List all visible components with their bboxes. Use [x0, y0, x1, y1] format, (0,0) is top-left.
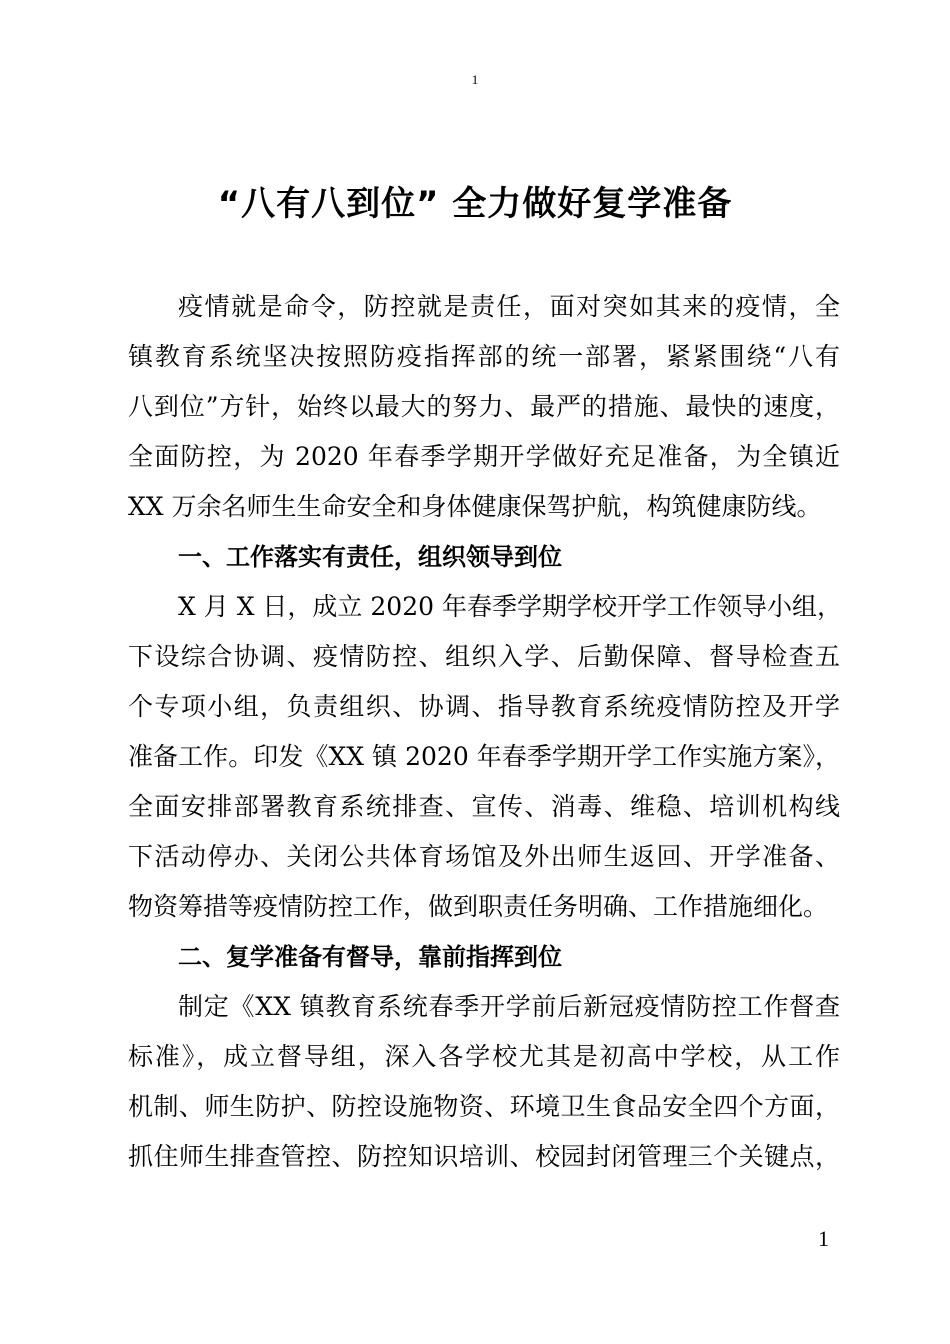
header-page-number: 1: [471, 72, 479, 87]
footer-page-number: 1: [818, 1226, 829, 1251]
section1-line: 下活动停办、关闭公共体育场馆及外出师生返回、开学准备、: [128, 842, 840, 871]
section-heading-2: 二、复学准备有督导，靠前指挥到位: [178, 943, 562, 971]
section2-line: 抓住师生排查管控、防控知识培训、校园封闭管理三个关键点，: [128, 1142, 840, 1171]
section1-line: X 月 X 日，成立 2020 年春季学期学校开学工作领导小组，: [178, 592, 842, 621]
section1-line: 准备工作。印发《XX 镇 2020 年春季学期开学工作实施方案》，: [128, 742, 840, 771]
document-body: [128, 282, 840, 1182]
intro-line: XX 万余名师生生命安全和身体健康保驾护航，构筑健康防线。: [128, 492, 822, 521]
section1-line: 全面安排部署教育系统排查、宣传、消毒、维稳、培训机构线: [128, 792, 840, 821]
section2-line: 制定《XX 镇教育系统春季开学前后新冠疫情防控工作督查: [178, 992, 840, 1021]
intro-line: 疫情就是命令，防控就是责任，面对突如其来的疫情，全: [178, 292, 840, 321]
section1-line: 个专项小组，负责组织、协调、指导教育系统疫情防控及开学: [128, 692, 840, 721]
section2-line: 标准》，成立督导组，深入各学校尤其是初高中学校，从工作: [128, 1042, 840, 1071]
intro-line: 全面防控，为 2020 年春季学期开学做好充足准备，为全镇近: [128, 442, 840, 471]
intro-line: 八到位”方针，始终以最大的努力、最严的措施、最快的速度，: [128, 392, 840, 421]
section1-line: 物资筹措等疫情防控工作，做到职责任务明确、工作措施细化。: [128, 892, 829, 921]
section2-line: 机制、师生防护、防控设施物资、环境卫生食品安全四个方面，: [128, 1092, 840, 1121]
section-heading-1: 一、工作落实有责任，组织领导到位: [178, 543, 562, 571]
section1-line: 下设综合协调、疫情防控、组织入学、后勤保障、督导检查五: [128, 642, 840, 671]
intro-line: 镇教育系统坚决按照防疫指挥部的统一部署，紧紧围绕“八有: [128, 342, 840, 371]
document-title: “八有八到位” 全力做好复学准备: [217, 184, 733, 224]
